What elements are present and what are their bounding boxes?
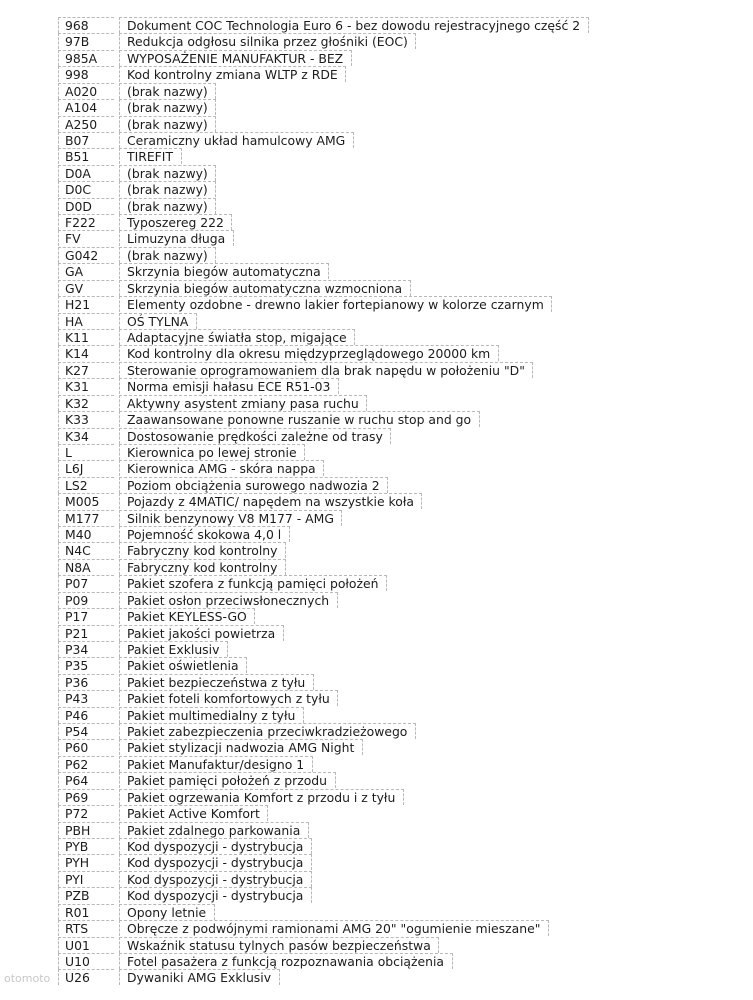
option-description: (brak nazwy): [127, 83, 208, 99]
option-row: [0, 214, 753, 230]
option-row: [0, 198, 753, 214]
option-code: LS2: [65, 477, 88, 493]
option-row: [0, 313, 753, 329]
option-row: [0, 444, 753, 460]
option-description: Fabryczny kod kontrolny: [127, 543, 278, 559]
option-row: [0, 510, 753, 526]
option-description: TIREFIT: [127, 149, 174, 165]
option-row: [0, 575, 753, 591]
option-code: 968: [65, 18, 89, 33]
option-code: K34: [65, 428, 89, 444]
option-row: [0, 50, 753, 66]
option-row: [0, 707, 753, 723]
option-description: Pakiet bezpieczeństwa z tyłu: [127, 674, 306, 690]
option-code: P35: [65, 658, 89, 674]
option-description: Aktywny asystent zmiany pasa ruchu: [127, 395, 359, 411]
option-code: D0D: [65, 198, 92, 214]
option-code: P64: [65, 773, 89, 789]
option-row: [0, 542, 753, 558]
option-row: [0, 263, 753, 279]
option-row: [0, 854, 753, 870]
option-code: P34: [65, 641, 89, 657]
option-row: [0, 674, 753, 690]
option-row: [0, 805, 753, 821]
option-description: Kierownica po lewej stronie: [127, 444, 297, 460]
option-row: [0, 887, 753, 903]
option-description: Pojemność skokowa 4,0 l: [127, 527, 282, 543]
option-row: [0, 904, 753, 920]
option-code: GA: [65, 264, 84, 280]
option-row: [0, 871, 753, 887]
option-description: Dywaniki AMG Exklusiv: [127, 970, 272, 986]
option-code: 985A: [65, 50, 98, 66]
option-code: PYB: [65, 839, 89, 854]
option-row: [0, 641, 753, 657]
option-row: [0, 690, 753, 706]
option-row: [0, 395, 753, 411]
option-row: [0, 625, 753, 641]
option-row: [0, 608, 753, 624]
option-description: Typoszereg 222: [127, 215, 224, 231]
option-description: (brak nazwy): [127, 247, 208, 263]
option-description: Pojazdy z 4MATIC/ napędem na wszystkie koła: [127, 494, 414, 510]
option-code: P09: [65, 592, 89, 608]
option-row: [0, 411, 753, 427]
option-code: B07: [65, 132, 90, 148]
option-row: [0, 838, 753, 854]
option-row: [0, 526, 753, 542]
option-code: B51: [65, 149, 90, 165]
option-row: [0, 378, 753, 394]
option-description: Kod kontrolny dla okresu międzyprzeglądowego 20000 km: [127, 346, 491, 362]
option-description: Fabryczny kod kontrolny: [127, 559, 278, 575]
option-code: M177: [65, 510, 100, 526]
option-row: [0, 969, 753, 985]
option-code: P54: [65, 724, 89, 740]
option-code: K33: [65, 412, 89, 428]
option-description: WYPOSAŻENIE MANUFAKTUR - BEZ: [127, 50, 344, 66]
option-description: Adaptacyjne światła stop, migające: [127, 329, 347, 345]
option-row: [0, 345, 753, 361]
option-code: H21: [65, 297, 91, 313]
option-code: D0A: [65, 165, 91, 181]
option-row: [0, 181, 753, 197]
option-code: M005: [65, 494, 100, 510]
option-code: P43: [65, 691, 89, 707]
option-description: Pakiet oświetlenia: [127, 658, 239, 674]
option-code: K31: [65, 379, 89, 395]
option-code: K32: [65, 395, 89, 411]
watermark: otomoto: [4, 972, 51, 985]
option-row: [0, 428, 753, 444]
option-description: Pakiet ogrzewania Komfort z przodu i z tyłu: [127, 789, 396, 805]
option-description: Dokument COC Technologia Euro 6 - bez dowodu rejestracyjnego część 2: [127, 18, 581, 33]
option-code: P69: [65, 789, 89, 805]
option-description: OŚ TYLNA: [127, 313, 189, 329]
option-row: [0, 559, 753, 575]
option-code: P46: [65, 707, 89, 723]
option-code: P36: [65, 674, 89, 690]
option-description: Wskaźnik statusu tylnych pasów bezpieczeństwa: [127, 937, 431, 953]
option-code: PZB: [65, 888, 90, 904]
option-code: PYH: [65, 855, 90, 871]
option-row: [0, 953, 753, 969]
option-row: [0, 329, 753, 345]
option-code: PYI: [65, 871, 84, 887]
option-description: Redukcja odgłosu silnika przez głośniki (EOC): [127, 34, 408, 50]
option-row: [0, 230, 753, 246]
option-code: GV: [65, 280, 84, 296]
option-code: N8A: [65, 559, 91, 575]
option-description: Zaawansowane ponowne ruszanie w ruchu stop and go: [127, 412, 472, 428]
option-code: P60: [65, 740, 89, 756]
option-description: Skrzynia biegów automatyczna wzmocniona: [127, 280, 403, 296]
option-row: [0, 789, 753, 805]
option-code: G042: [65, 247, 99, 263]
option-description: Kod dyspozycji - dystrybucja: [127, 855, 304, 871]
option-code: M40: [65, 527, 92, 543]
option-code: FV: [65, 231, 81, 247]
option-description: Fotel pasażera z funkcją rozpoznawania obciążenia: [127, 953, 445, 969]
option-description: Kod kontrolny zmiana WLTP z RDE: [127, 67, 338, 83]
option-code: A250: [65, 116, 98, 132]
option-description: Pakiet KEYLESS-GO: [127, 609, 247, 625]
option-code: HA: [65, 313, 83, 329]
option-description: Kod dyspozycji - dystrybucja: [127, 839, 304, 854]
option-code: K27: [65, 362, 89, 378]
option-row: [0, 920, 753, 936]
option-row: [0, 460, 753, 476]
option-row: [0, 247, 753, 263]
option-code: PBH: [65, 822, 91, 838]
option-code: L6J: [65, 461, 84, 477]
option-description: Pakiet zabezpieczenia przeciwkradzieżowego: [127, 724, 408, 740]
option-code: P07: [65, 576, 89, 592]
option-code: U26: [65, 970, 90, 986]
option-code: U10: [65, 953, 90, 969]
option-row: [0, 99, 753, 115]
option-code: A104: [65, 100, 98, 116]
option-description: Pakiet osłon przeciwsłonecznych: [127, 592, 330, 608]
option-code: A020: [65, 83, 98, 99]
option-description: Pakiet multimedialny z tyłu: [127, 707, 296, 723]
option-description: Kod dyspozycji - dystrybucja: [127, 888, 304, 904]
option-description: Pakiet foteli komfortowych z tyłu: [127, 691, 330, 707]
option-description: (brak nazwy): [127, 116, 208, 132]
option-description: Ceramiczny układ hamulcowy AMG: [127, 132, 346, 148]
option-row: [0, 33, 753, 49]
option-description: Pakiet stylizacji nadwozia AMG Night: [127, 740, 355, 756]
option-code: P72: [65, 806, 89, 822]
option-code: K14: [65, 346, 89, 362]
option-description: Poziom obciążenia surowego nadwozia 2: [127, 477, 380, 493]
option-row: [0, 116, 753, 132]
option-code: U01: [65, 937, 90, 953]
option-row: [0, 280, 753, 296]
option-description: Sterowanie oprogramowaniem dla brak napędu w położeniu "D": [127, 362, 525, 378]
option-description: Skrzynia biegów automatyczna: [127, 264, 321, 280]
option-row: [0, 148, 753, 164]
option-code: K11: [65, 329, 89, 345]
option-row: [0, 657, 753, 673]
option-description: Kod dyspozycji - dystrybucja: [127, 871, 304, 887]
option-description: Silnik benzynowy V8 M177 - AMG: [127, 510, 334, 526]
option-code: P17: [65, 609, 89, 625]
option-code: L: [65, 444, 72, 460]
option-code: P21: [65, 625, 89, 641]
option-description: Kierownica AMG - skóra nappa: [127, 461, 316, 477]
option-description: Limuzyna długa: [127, 231, 226, 247]
option-code: 998: [65, 67, 89, 83]
option-description: (brak nazwy): [127, 182, 208, 198]
option-row: [0, 477, 753, 493]
option-description: Pakiet zdalnego parkowania: [127, 822, 301, 838]
option-row: [0, 83, 753, 99]
option-row: [0, 66, 753, 82]
option-row: [0, 362, 753, 378]
option-row: [0, 165, 753, 181]
option-row: [0, 723, 753, 739]
option-description: (brak nazwy): [127, 165, 208, 181]
option-code: RTS: [65, 921, 89, 937]
option-description: Opony letnie: [127, 904, 207, 920]
option-code: P62: [65, 756, 89, 772]
option-row: [0, 493, 753, 509]
option-row: [0, 937, 753, 953]
option-description: Elementy ozdobne - drewno lakier fortepianowy w kolorze czarnym: [127, 297, 544, 313]
option-code: 97B: [65, 34, 90, 50]
option-row: [0, 17, 753, 33]
option-description: Pakiet Manufaktur/designo 1: [127, 756, 305, 772]
option-description: Obręcze z podwójnymi ramionami AMG 20" "ogumienie mieszane": [127, 921, 541, 937]
option-description: Pakiet Exklusiv: [127, 641, 220, 657]
option-row: [0, 772, 753, 788]
option-code: F222: [65, 215, 96, 231]
option-row: [0, 739, 753, 755]
option-code: R01: [65, 904, 90, 920]
option-description: Pakiet jakości powietrza: [127, 625, 276, 641]
option-row: [0, 822, 753, 838]
option-row: [0, 132, 753, 148]
option-row: [0, 756, 753, 772]
option-description: (brak nazwy): [127, 100, 208, 116]
option-description: Pakiet Active Komfort: [127, 806, 260, 822]
option-description: (brak nazwy): [127, 198, 208, 214]
option-code: D0C: [65, 182, 92, 198]
option-description: Dostosowanie prędkości zależne od trasy: [127, 428, 383, 444]
option-row: [0, 296, 753, 312]
option-description: Norma emisji hałasu ECE R51-03: [127, 379, 331, 395]
option-row: [0, 592, 753, 608]
option-code: N4C: [65, 543, 91, 559]
option-description: Pakiet szofera z funkcją pamięci położeń: [127, 576, 379, 592]
option-description: Pakiet pamięci położeń z przodu: [127, 773, 328, 789]
